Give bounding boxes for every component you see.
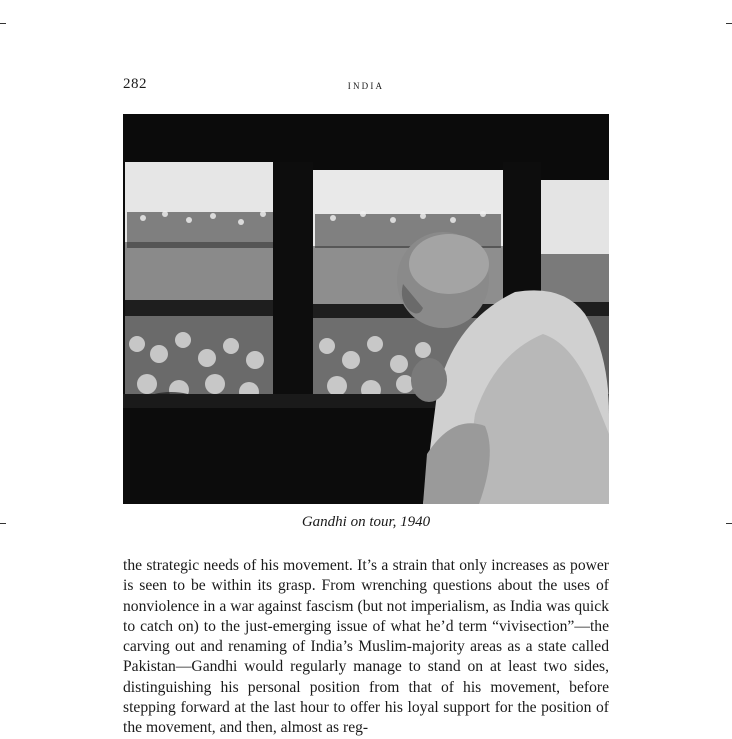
body-text: [123, 556, 609, 739]
page-number: 282: [123, 76, 147, 92]
photo-caption: Gandhi on tour, 1940: [301, 514, 431, 530]
photograph: [123, 114, 609, 504]
crop-mark: [726, 23, 732, 24]
body-paragraph: the strategic needs of his movement. It’s a strain that only increases as power is seen to be within its grasp. From wrenching questions about the uses of nonviolence in a war against fascism (but not imperialism, as India was quick to catch on) to the just-emerging issue of what he’d term “vivisection”—the carving out and renaming of India’s Muslim-majority areas as a state called Pakistan—Gandhi would regularly manage to stand on at least two sides, distinguishing his personal position from that of his movement, before stepping forward at the last hour to offer his loyal support for the position of the movement, and then, almost as reg-: [123, 557, 609, 737]
crop-mark: [0, 23, 6, 24]
running-head: india: [347, 78, 385, 92]
